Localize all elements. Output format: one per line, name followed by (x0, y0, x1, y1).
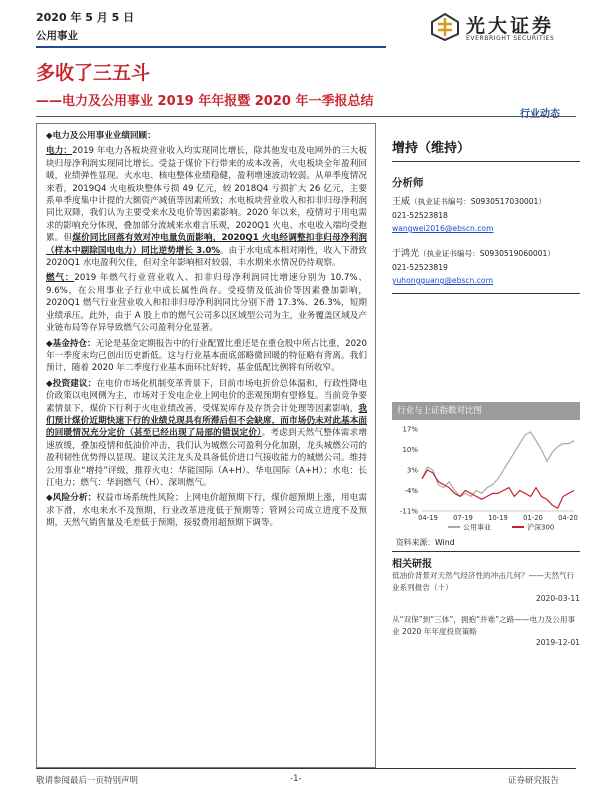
analyst-divider (392, 293, 580, 294)
rating-label: 增持（维持） (392, 141, 471, 156)
paragraph-fund: ◆基金持仓：无论是基金定期报告中的行业配置比重还是在重仓股中所占比重，2020 年一季度末均已创出历史新低。这与行业基本面底部略微回暖的特征略有背离。我们预计，随着 2020 年二季度行业基本面环比好转，基金低配比例将有所收窄。 (46, 338, 367, 374)
report-type-tag: 行业动态 (520, 109, 560, 120)
analyst-1-email[interactable]: wangwei2016@ebscn.com (392, 224, 494, 233)
rating-divider (392, 161, 580, 162)
chart-divider (392, 551, 580, 552)
analyst-2: 于鸿光（执业证书编号：S0930519060001） 021-52523819 yuhongguang@ebscn.com (392, 249, 555, 285)
legend-label: 沪深300 (527, 523, 555, 532)
series-line-csi300 (422, 470, 574, 508)
diamond-icon: ◆ (46, 131, 53, 141)
y-tick-label: -4% (404, 487, 418, 495)
sector-label: 公用事业 (36, 30, 78, 42)
x-tick-label: 04-19 (418, 514, 438, 522)
comparison-chart (392, 423, 580, 533)
x-tick-label: 04-20 (558, 514, 578, 522)
paragraph-risk: ◆风险分析：权益市场系统性风险；上网电价超预期下行，煤价超预期上涨，用电需求下滑，水电来水不及预期，行业改革进度低于预期等；管网公司成立进度不及预期，天然气销售量及毛差低于预期，接驳费用超预期下调等。 (46, 493, 367, 529)
y-tick-label: 10% (402, 446, 418, 454)
y-tick-label: 17% (402, 425, 418, 434)
footer-divider (36, 768, 576, 769)
logo-mark-icon (430, 12, 460, 42)
company-logo (430, 10, 580, 46)
analyst-heading: 分析师 (392, 177, 424, 189)
logo-name-cn: 光大证券 (466, 15, 555, 37)
summary-box (36, 123, 376, 768)
page-number: -1- (290, 774, 302, 784)
x-tick-label: 10-19 (488, 514, 508, 522)
report-subtitle: ——电力及公用事业 2019 年年报暨 2020 年一季报总结 (36, 94, 374, 109)
x-tick-label: 07-19 (453, 514, 473, 522)
footer-disclaimer: 敬请参阅最后一页特别声明 (36, 776, 139, 786)
related-heading: 相关研报 (392, 559, 432, 570)
diamond-icon: ◆ (46, 338, 53, 349)
diamond-icon: ◆ (46, 493, 53, 504)
summary-heading: 电力及公用事业业绩回顾： (52, 131, 156, 141)
report-date: 2020 年 5 月 5 日 (36, 11, 135, 24)
related-item[interactable]: 低油价背景对天然气经济性的冲击几何？——天然气行业系列报告（十） 2020-03-11 (392, 571, 580, 603)
chart-heading: 行业与上证指数对比图 (392, 402, 580, 420)
footer-report-type: 证券研究报告 (508, 776, 560, 786)
analyst-1: 王威（执业证书编号：S0930517030001） 021-52523818 wangwei2016@ebscn.com (392, 197, 546, 233)
y-tick-label: -11% (399, 507, 418, 516)
header-divider (36, 46, 386, 48)
report-title: 多收了三五斗 (36, 62, 151, 84)
paragraph-power: 电力：2019 年电力各板块营业收入均实现同比增长，除其他发电及电网外的三大板块归母净利润实现同比增长。受益于煤价下行带来的成本改善，火电板块全年盈利回暖，业绩弹性显现。火水电、核电整体业绩稳健，盈利增速波动较弱。从单季度情况来看，2019Q4 火电板块整体亏损 49 亿元，较 2018Q4 亏损扩大 26 亿元，主要系单季度集中计提的大额资产减值等因素所致；水电板块营业收入和扣非归母净利润同比双降，我们认为主要受来水及电价等因素影响。2020 年以来，疫情对于用电需求的影响充分体现，叠加部分流域来水难言乐观，2020Q1 火电、水电收入端均受抱累。但煤价同比回落有效对冲电量负面影响，2020Q1 火电经调整扣非归母净利润（样本中剔除国电电力）同比逆势增长 3.0%。由于水电成本相对刚性，收入下滑致 2020Q1 水电盈利欠佳，但对全年影响相对较弱，丰水期来水情况仍待观察。 (46, 146, 367, 269)
analyst-2-email[interactable]: yuhongguang@ebscn.com (392, 276, 493, 285)
x-tick-label: 01-20 (523, 514, 543, 522)
logo-name-en: EVERBRIGHT SECURITIES (466, 35, 555, 42)
y-tick-label: 3% (406, 466, 418, 475)
legend-label: 公用事业 (463, 523, 491, 532)
paragraph-gas: 燃气：2019 年燃气行业营业收入、扣非归母净利润同比增速分别为 10.7%、9.6%，在公用事业子行业中成长属性尚存。受疫情及低油价等因素叠加影响，2020Q1 燃气行业营业收入和扣非归母净利润同比分别下滑 17.3%、26.3%，短期业绩承压。此外，由于 A 股上市的燃气公司多以区域型公司为主，业务覆盖区域及产业链布局等存异导致燃气公司盈利分化显著。 (46, 273, 367, 334)
series-line-utilities (422, 432, 574, 497)
chart-source: 资料来源：Wind (396, 538, 455, 547)
title-divider (36, 116, 576, 117)
diamond-icon: ◆ (46, 378, 53, 389)
related-item[interactable]: 从“双保”到“三体”，拥抱“并难”之路——电力及公用事业 2020 年年度投资策略 2019-12-01 (392, 615, 580, 647)
paragraph-advice: ◆投资建议：在电价市场化机制变革背景下，目前市场电折价总体温和，行政性降电价政策以电网侧为主，市场对于发电企业上网电价的悲观预期有望修复。当前竞争要素情景下，煤价下行利于火电业绩改善，受煤炭库存及存货会计处理等因素影响，我们预计煤价近期快速下行的业绩兑现具有所滞后但不会缺席，而市场仍未对此基本面的回暖情况充分定价（甚至已经出现了局部的错误定价）。考虑到天然气整体需求增速放缓，叠加疫情和低油价冲击，我们认为城燃公司盈利分化加剧，龙头城燃公司的盈利韧性优势得以显现。建议关注龙头及具备低价进口气接收能力的城燃公司。维持公用事业“增持”评级，推荐火电：华能国际（A+H）、华电国际（A+H）；水电：长江电力；燃气：华润燃气（H）、深圳燃气。 (46, 378, 367, 488)
